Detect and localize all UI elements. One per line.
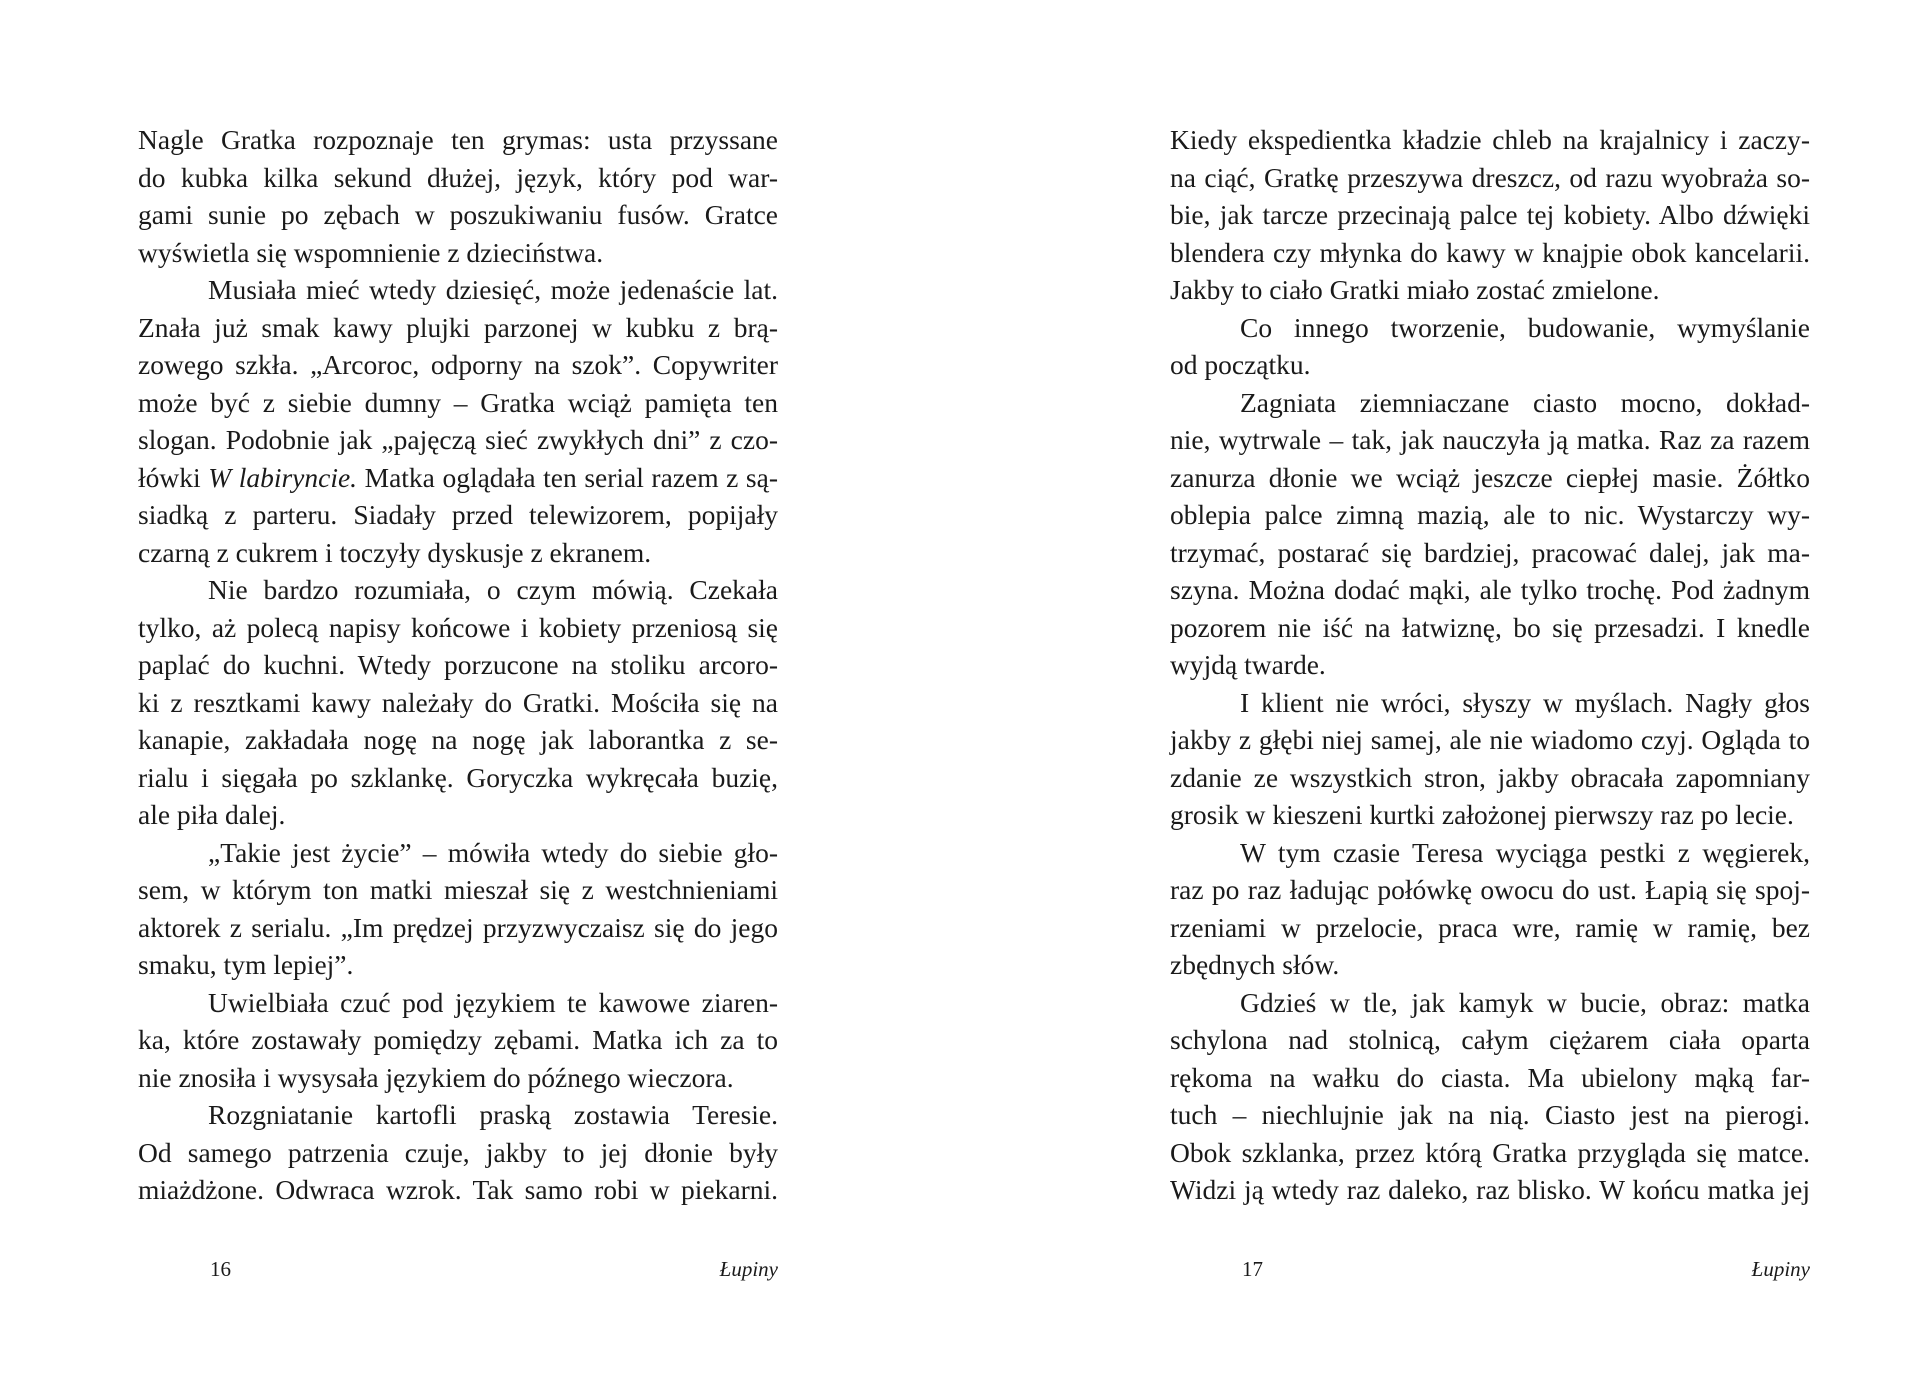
text-line: raz po raz ładując połówkę owocu do ust. Łapią się spoj- — [1170, 874, 1810, 905]
text-line: wyjdą twarde. — [1170, 649, 1326, 680]
italic-title: W labiryncie. — [208, 461, 358, 493]
text-line: W tym czasie Teresa wyciąga pestki z węgierek, — [1240, 836, 1810, 868]
text-line: miażdżone. Odwraca wzrok. Tak samo robi w piekarni. — [138, 1174, 778, 1205]
text-line: Rozgniatanie kartofli praską zostawia Teresie. — [208, 1099, 778, 1130]
text-line: schylona nad stolnicą, całym ciężarem ciała oparta — [1170, 1024, 1810, 1055]
text-line: bie, jak tarcze przecinają palce tej kobiety. Albo dźwięki — [1170, 199, 1810, 230]
text-line: Nagle Gratka rozpoznaje ten grymas: usta przyssane — [138, 124, 778, 155]
text-line: nie, wytrwale – tak, jak nauczyła ją matka. Raz za razem — [1170, 424, 1810, 455]
text-line: może być z siebie dumny – Gratka wciąż pamięta ten — [138, 386, 778, 418]
text-line: ka, które zostawały pomiędzy zębami. Matka ich za to — [138, 1024, 778, 1055]
text-line: grosik w kieszeni kurtki założonej pierwszy raz po lecie. — [1170, 799, 1794, 830]
text-line: pozorem nie iść na łatwiznę, bo się przesadzi. I knedle — [1170, 611, 1810, 643]
text-line: rękoma na wałku do ciasta. Ma ubielony mąką far- — [1170, 1061, 1810, 1093]
right-page-number: 17 — [1242, 1257, 1263, 1281]
text-line: do kubka kilka sekund dłużej, język, który pod war- — [138, 161, 778, 193]
text-line: tylko, aż polecą napisy końcowe i kobiety przeniosą się — [138, 611, 778, 643]
text-line: kanapie, zakładała nogę na nogę jak laborantka z se- — [138, 724, 778, 755]
text-line: ale piła dalej. — [138, 799, 286, 830]
text-line: paplać do kuchni. Wtedy porzucone na stoliku arcoro- — [138, 649, 778, 680]
text-line: aktorek z serialu. „Im prędzej przyzwyczaisz się do jego — [138, 911, 778, 943]
text-line: na ciąć, Gratkę przeszywa dreszcz, od razu wyobraża so- — [1170, 161, 1810, 193]
left-page-body-text — [138, 121, 778, 1209]
text-line: Obok szklanka, przez którą Gratka przygląda się matce. — [1170, 1136, 1810, 1168]
text-line: łówki W labiryncie. Matka oglądała ten serial razem z są- — [138, 461, 778, 493]
text-line: jakby z głębi niej samej, ale nie wiadomo czyj. Ogląda to — [1170, 724, 1810, 755]
text-line: slogan. Podobnie jak „pajęczą sieć zwykłych dni” z czo- — [138, 424, 778, 455]
left-page — [138, 0, 778, 1400]
text-line: zdanie ze wszystkich stron, jakby obracała zapomniany — [1170, 761, 1810, 793]
text-line: Gdzieś w tle, jak kamyk w bucie, obraz: matka — [1240, 986, 1810, 1018]
text-line: tuch – niechlujnie jak na nią. Ciasto jest na pierogi. — [1170, 1099, 1810, 1130]
text-line: Co innego tworzenie, budowanie, wymyślanie — [1240, 311, 1810, 343]
text-line: Uwielbiała czuć pod językiem te kawowe ziaren- — [208, 986, 778, 1018]
text-line: oblepia palce zimną mazią, ale to nic. Wystarczy wy- — [1170, 499, 1810, 530]
text-line: sem, w którym ton matki mieszał się z westchnieniami — [138, 874, 778, 905]
right-page — [1170, 0, 1810, 1400]
text-line: zbędnych słów. — [1170, 949, 1340, 980]
text-line: Widzi ją wtedy raz daleko, raz blisko. W końcu matka jej — [1170, 1174, 1810, 1205]
text-line: I klient nie wróci, słyszy w myślach. Nagły głos — [1240, 686, 1810, 718]
text-line: Zagniata ziemniaczane ciasto mocno, dokład- — [1240, 386, 1810, 418]
text-line: Nie bardzo rozumiała, o czym mówią. Czekała — [208, 574, 778, 605]
text-line: Kiedy ekspedientka kładzie chleb na krajalnicy i zaczy- — [1170, 124, 1810, 155]
text-line: gami sunie po zębach w poszukiwaniu fusów. Gratce — [138, 199, 778, 230]
text-line: rzeniami w przelocie, praca wre, ramię w ramię, bez — [1170, 911, 1810, 943]
text-line: rialu i sięgała po szklankę. Goryczka wykręcała buzię, — [138, 761, 778, 793]
text-line: siadką z parteru. Siadały przed telewizorem, popijały — [138, 499, 778, 530]
right-page-running-title: Łupiny — [1751, 1257, 1810, 1281]
text-line: nie znosiła i wysysała językiem do późnego wieczora. — [138, 1061, 734, 1093]
left-page-running-title: Łupiny — [719, 1257, 778, 1281]
left-page-number: 16 — [210, 1257, 231, 1281]
text-line: smaku, tym lepiej”. — [138, 949, 354, 980]
text-line: blendera czy młynka do kawy w knajpie obok kancelarii. — [1170, 236, 1810, 268]
text-line: Jakby to ciało Gratki miało zostać zmielone. — [1170, 274, 1660, 305]
text-line: czarną z cukrem i toczyły dyskusje z ekranem. — [138, 536, 652, 568]
text-line: Znała już smak kawy plujki parzonej w kubku z brą- — [138, 311, 778, 343]
text-line: wyświetla się wspomnienie z dzieciństwa. — [138, 236, 604, 268]
text-line: Od samego patrzenia czuje, jakby to jej dłonie były — [138, 1136, 778, 1168]
text-line: szyna. Można dodać mąki, ale tylko trochę. Pod żadnym — [1170, 574, 1810, 605]
text-line: „Takie jest życie” – mówiła wtedy do siebie gło- — [208, 836, 778, 868]
text-line: zanurza dłonie we wciąż jeszcze ciepłej masie. Żółtko — [1170, 461, 1810, 493]
text-line: zowego szkła. „Arcoroc, odporny na szok”. Copywriter — [138, 349, 778, 380]
text-line: od początku. — [1170, 349, 1311, 380]
right-page-body-text — [1170, 121, 1810, 1209]
text-line: trzymać, postarać się bardziej, pracować dalej, jak ma- — [1170, 536, 1810, 568]
text-line: Musiała mieć wtedy dziesięć, może jedenaście lat. — [208, 274, 778, 305]
text-line: ki z resztkami kawy należały do Gratki. Mościła się na — [138, 686, 778, 718]
